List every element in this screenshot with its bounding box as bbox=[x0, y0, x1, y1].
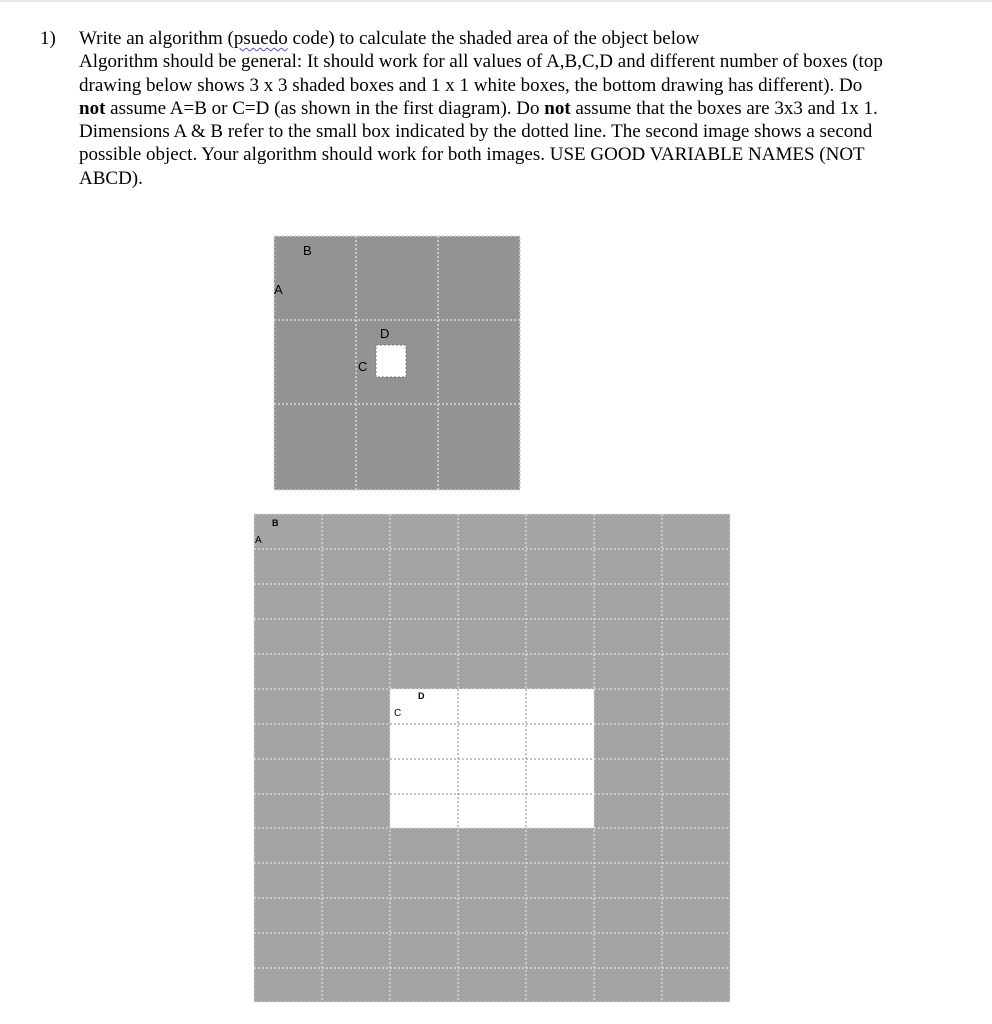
question-line-5: Dimensions A & B refer to the small box indicated by the dotted line. The second image shows a second bbox=[79, 121, 873, 143]
figure-2-diagram bbox=[252, 512, 732, 1002]
figure-2-label-b: B bbox=[272, 518, 279, 528]
question-line-4: not assume A=B or C=D (as shown in the first diagram). Do not assume that the boxes are 3x3 and 1x 1. bbox=[79, 97, 878, 119]
question-line-7: ABCD). bbox=[79, 167, 143, 189]
figure-2-label-d: D bbox=[418, 691, 425, 701]
figure-1-label-c: C bbox=[358, 359, 368, 374]
question-text bbox=[79, 27, 959, 190]
question-line-3: drawing below shows 3 x 3 shaded boxes and 1 x 1 white boxes, the bottom drawing has different). Do bbox=[79, 74, 863, 96]
figure-1-diagram bbox=[272, 234, 522, 492]
question-number: 1) bbox=[40, 28, 56, 49]
figure-1-white-box bbox=[376, 345, 406, 377]
figure-1-label-b: B bbox=[303, 243, 312, 258]
question-line-1: Write an algorithm (psuedo code) to calculate the shaded area of the object below bbox=[79, 28, 700, 49]
question-line-2: Algorithm should be general: It should work for all values of A,B,C,D and different number of boxes (top bbox=[79, 51, 883, 73]
top-border bbox=[0, 0, 992, 2]
figure-1-label-d: D bbox=[380, 326, 390, 341]
figure-2-label-a: A bbox=[255, 535, 262, 546]
question-line-6: possible object. Your algorithm should work for both images. USE GOOD VARIABLE NAMES (NOT bbox=[79, 144, 865, 166]
spellcheck-underlined-word: psuedo bbox=[233, 28, 288, 49]
figure-2-label-c: C bbox=[394, 708, 402, 719]
figure-1-label-a: A bbox=[274, 282, 283, 297]
